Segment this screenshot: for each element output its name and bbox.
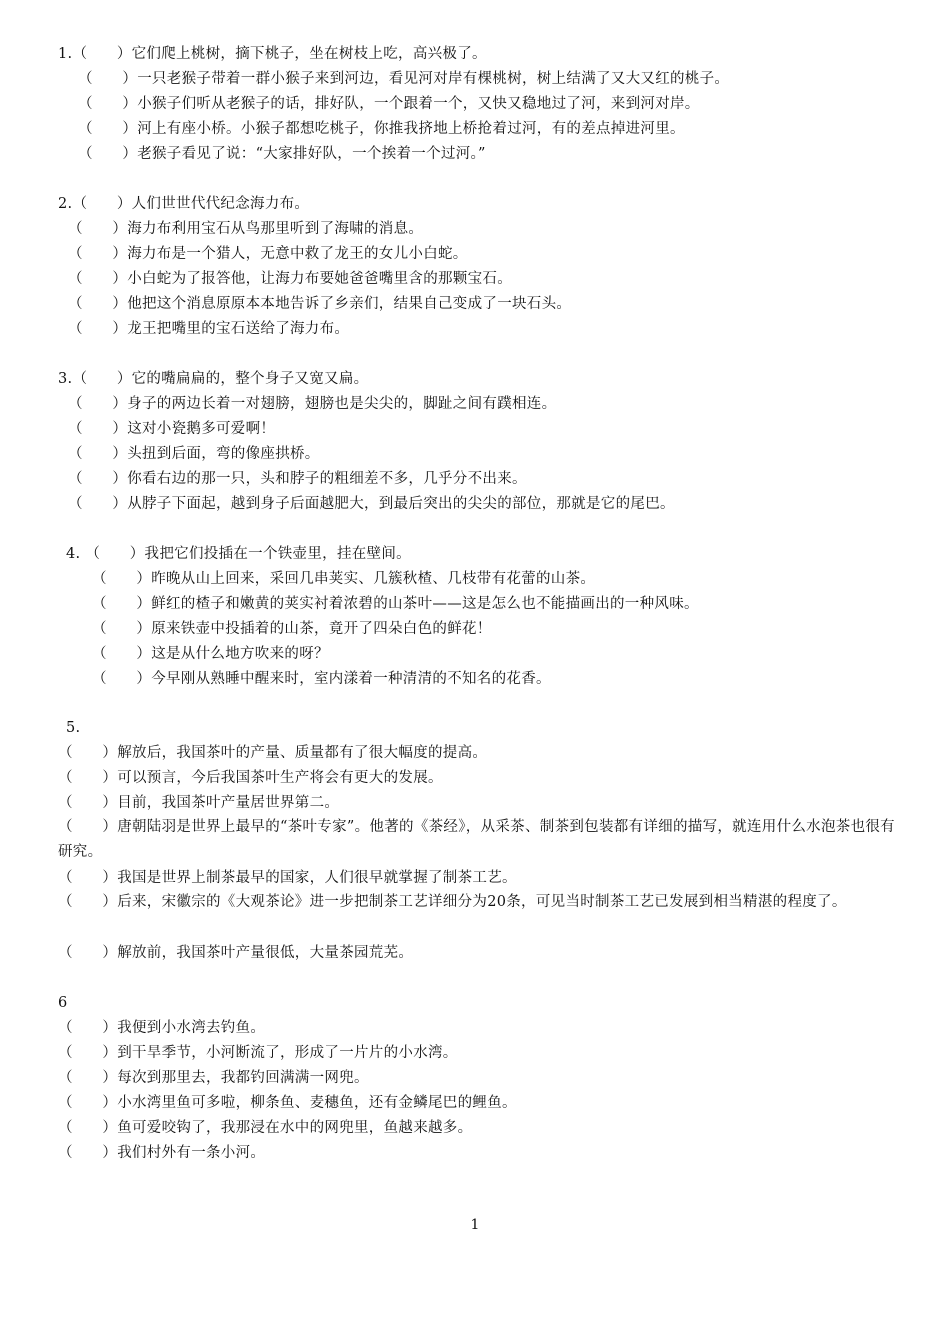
exercise-2-line-2: （ ）海力布利用宝石从鸟那里听到了海啸的消息。 [68,221,424,237]
exercise-1-line-2: （ ）一只老猴子带着一群小猴子来到河边，看见河对岸有棵桃树，树上结满了又大又红的桃子。 [78,71,730,87]
exercise-2-line-4: （ ）小白蛇为了报答他，让海力布要她爸爸嘴里含的那颗宝石。 [68,271,512,287]
exercise-3-line-6: （ ）从脖子下面起，越到身子后面越肥大，到最后突出的尖尖的部位，那就是它的尾巴。 [68,496,675,512]
exercise-3-line-1: 3.（ ）它的嘴扁扁的，整个身子又宽又扁。 [58,371,369,387]
exercise-6-line-5: （ ）鱼可爱咬钩了，我那浸在水中的网兜里，鱼越来越多。 [58,1120,473,1136]
exercise-5-line-4: （ ）唐朝陆羽是世界上最早的“茶叶专家”。他著的《茶经》，从采茶、制茶到包装都有详细的描写，就连用什么水泡茶也很有研究。 [58,819,895,860]
exercise-4-line-1: 4. （ ）我把它们投插在一个铁壶里，挂在壁间。 [66,546,411,562]
exercise-1-line-1: 1.（ ）它们爬上桃树，摘下桃子，坐在树枝上吃，高兴极了。 [58,46,487,62]
exercise-2-line-6: （ ）龙王把嘴里的宝石送给了海力布。 [68,321,350,337]
exercise-1-line-4: （ ）河上有座小桥。小猴子都想吃桃子，你推我挤地上桥抢着过河，有的差点掉进河里。 [78,121,685,137]
exercise-5-line-2: （ ）可以预言，今后我国茶叶生产将会有更大的发展。 [58,770,443,786]
page-number: 1 [470,1217,480,1233]
exercise-5-line-1: （ ）解放后，我国茶叶的产量、质量都有了很大幅度的提高。 [58,745,488,761]
exercise-6-line-6: （ ）我们村外有一条小河。 [58,1145,266,1161]
exercise-2-line-1: 2.（ ）人们世世代代纪念海力布。 [58,196,310,212]
exercise-1-line-3: （ ）小猴子们听从老猴子的话，排好队，一个跟着一个，又快又稳地过了河，来到河对岸。 [78,96,700,112]
exercise-2-number: 2. [58,196,73,212]
exercise-6-line-3: （ ）每次到那里去，我都钓回满满一网兜。 [58,1070,369,1086]
exercise-6-line-4: （ ）小水湾里鱼可多啦，柳条鱼、麦穗鱼，还有金鳞尾巴的鲤鱼。 [58,1095,517,1111]
exercise-4-line-3: （ ）鲜红的楂子和嫩黄的荚实衬着浓碧的山茶叶——这是怎么也不能描画出的一种风味。 [92,596,699,612]
exercise-2-line-5: （ ）他把这个消息原原本本地告诉了乡亲们，结果自己变成了一块石头。 [68,296,572,312]
exercise-4-number: 4. [66,546,81,562]
exercise-2-line-3: （ ）海力布是一个猎人，无意中救了龙王的女儿小白蛇。 [68,246,468,262]
exercise-4-line-2: （ ）昨晚从山上回来，采回几串荚实、几簇秋楂、几枝带有花蕾的山茶。 [92,571,596,587]
exercise-3-line-3: （ ）这对小瓷鹅多可爱啊！ [68,421,276,437]
exercise-3-number: 3. [58,371,73,387]
exercise-6-line-1: （ ）我便到小水湾去钓鱼。 [58,1020,266,1036]
exercise-5-line-7: （ ）解放前，我国茶叶产量很低，大量茶园荒芜。 [58,945,414,961]
exercise-1-line-5: （ ）老猴子看见了说：“大家排好队，一个挨着一个过河。” [78,146,486,162]
exercise-3-line-2: （ ）身子的两边长着一对翅膀，翅膀也是尖尖的，脚趾之间有蹼相连。 [68,396,557,412]
exercise-5-line-3: （ ）目前，我国茶叶产量居世界第二。 [58,795,340,811]
exercise-4-line-6: （ ）今早刚从熟睡中醒来时，室内漾着一种清清的不知名的花香。 [92,671,551,687]
exercise-4-line-4: （ ）原来铁壶中投插着的山茶，竟开了四朵白色的鲜花！ [92,621,492,637]
exercise-3-line-4: （ ）头扭到后面，弯的像座拱桥。 [68,446,320,462]
exercise-4-line-5: （ ）这是从什么地方吹来的呀？ [92,646,329,662]
exercise-6-number: 6 [58,995,68,1011]
exercise-3-line-5: （ ）你看右边的那一只，头和脖子的粗细差不多，几乎分不出来。 [68,471,527,487]
exercise-5-number: 5. [66,720,81,736]
exercise-5-line-6: （ ）后来，宋徽宗的《大观茶论》进一步把制茶工艺详细分为20条，可见当时制茶工艺已发展到相当精湛的程度了。 [58,894,847,910]
exercise-1-number: 1. [58,46,73,62]
exercise-6-line-2: （ ）到干旱季节，小河断流了，形成了一片片的小水湾。 [58,1045,458,1061]
exercise-5-line-5: （ ）我国是世界上制茶最早的国家，人们很早就掌握了制茶工艺。 [58,870,517,886]
